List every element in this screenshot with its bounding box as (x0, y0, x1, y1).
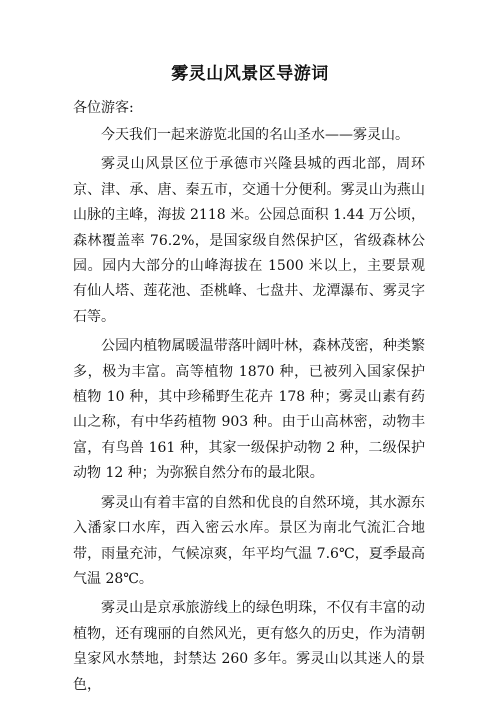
document-body (73, 123, 425, 702)
document-title: 雾灵山风景区导游词 (171, 64, 329, 84)
paragraph-intro: 今天我们一起来游览北国的名山圣水——雾灵山。 (101, 127, 409, 143)
paragraph-history: 雾灵山是京承旅游线上的绿色明珠，不仅有丰富的动植物，还有瑰丽的自然风光，更有悠久的历史，作为清朝皇家风水禁地，封禁达 260 多年。雾灵山以其迷人的景色， (73, 600, 425, 693)
paragraph-flora-fauna: 公园内植物属暖温带落叶阔叶林，森林茂密，种类繁多，极为丰富。高等植物 1870 种，已被列入国家保护植物 10 种，其中珍稀野生花卉 178 种；雾灵山素有药山之称，有中华药植物 903 种。由于山高林密，动物丰富，有鸟兽 161 种，其家一级保护动物 2 种，二级保护动物 12 种；为弥猴自然分布的最北限。 (73, 338, 425, 482)
greeting-line: 各位游客: (73, 100, 134, 116)
paragraph-climate: 雾灵山有着丰富的自然和优良的自然环境，其水源东入潘家口水库，西入密云水库。景区为南北气流汇合地带，雨量充沛，气候凉爽，年平均气温 7.6℃，夏季最高气温 28℃。 (73, 494, 425, 587)
paragraph-location: 雾灵山风景区位于承德市兴隆县城的西北部，周环京、津、承、唐、秦五市，交通十分便利。雾灵山为燕山山脉的主峰，海拔 2118 米。公园总面积 1.44 万公顷，森林覆盖率 76.2%，是国家级自然保护区，省级森林公园。园内大部分的山峰海拔在 1500 米以上，主要景观有仙人塔、莲花池、歪桃峰、七盘井、龙潭瀑布、雾灵字石等。 (73, 156, 425, 325)
